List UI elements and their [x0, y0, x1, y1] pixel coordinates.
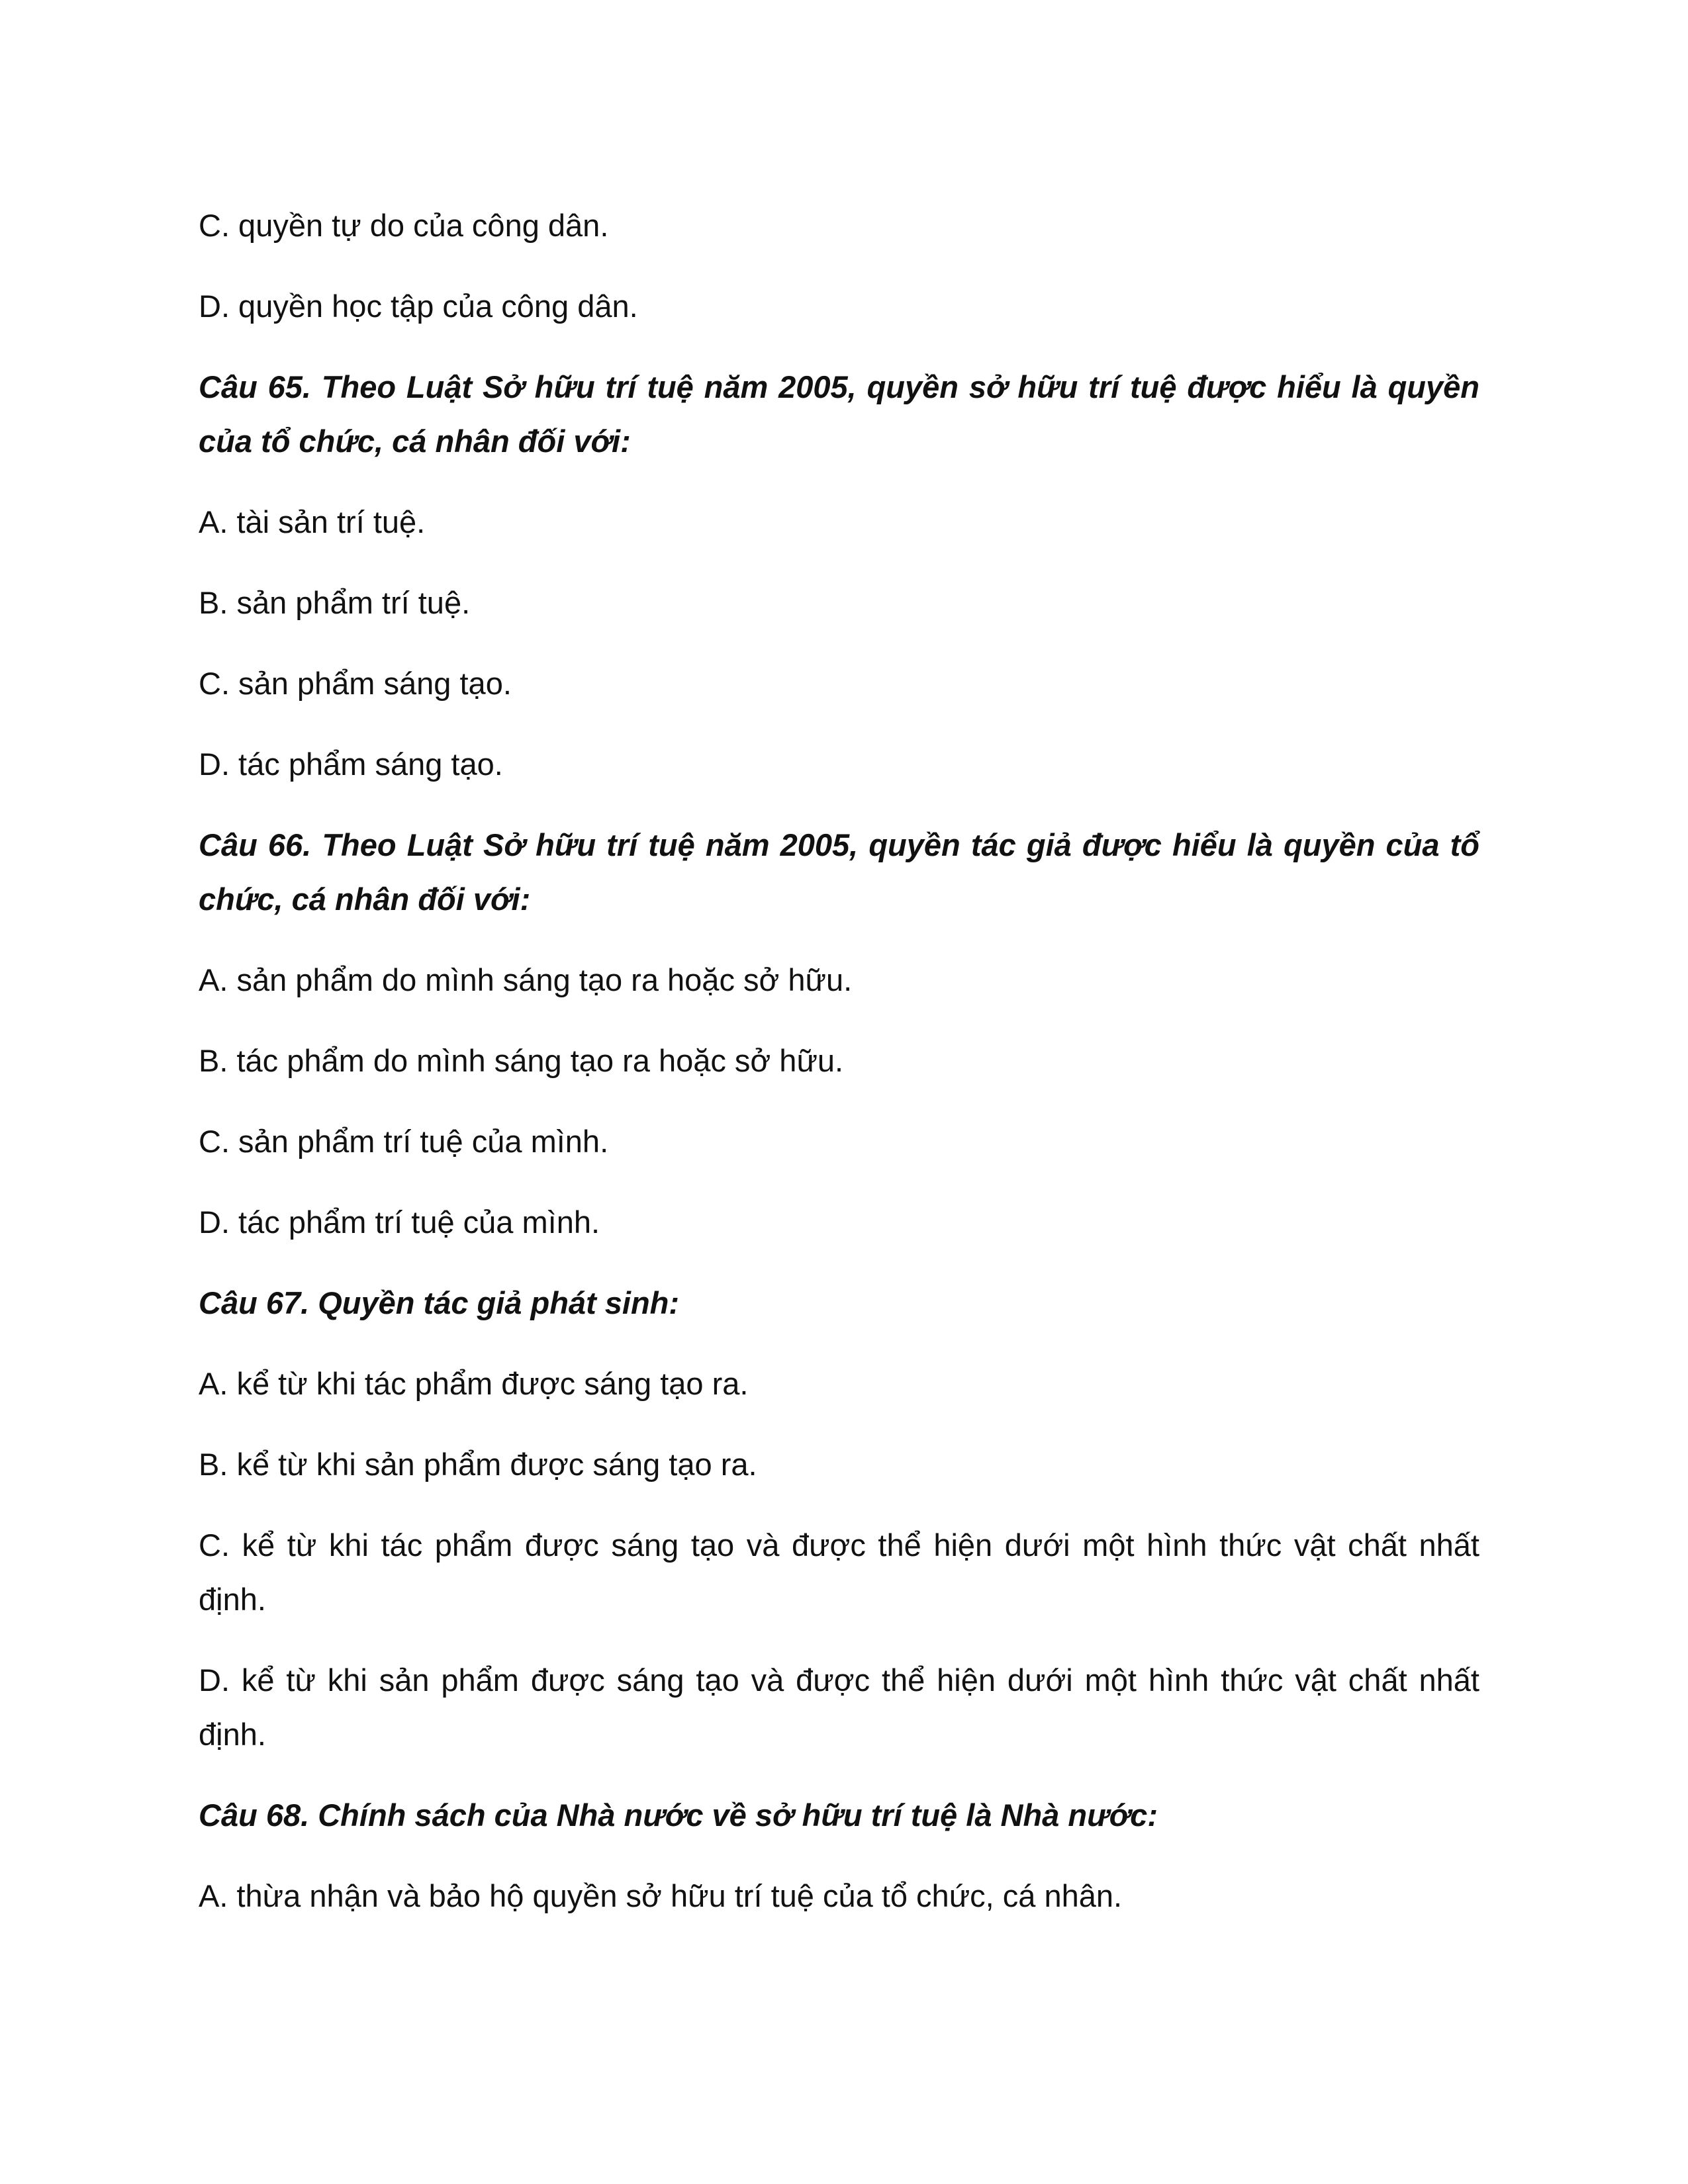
- question-65: Câu 65. Theo Luật Sở hữu trí tuệ năm 2005, quyền sở hữu trí tuệ được hiểu là quyền của tổ chức, cá nhân đối với:: [199, 369, 1479, 459]
- answer-option-65-a: A. tài sản trí tuệ.: [199, 504, 426, 539]
- answer-option-66-d: D. tác phẩm trí tuệ của mình.: [199, 1205, 600, 1240]
- answer-option-64-c: C. quyền tự do của công dân.: [199, 208, 609, 243]
- answer-option-65-d: D. tác phẩm sáng tạo.: [199, 747, 503, 782]
- answer-option-66-b: B. tác phẩm do mình sáng tạo ra hoặc sở hữu.: [199, 1043, 844, 1078]
- answer-option-67-a: A. kể từ khi tác phẩm được sáng tạo ra.: [199, 1366, 749, 1401]
- question-66: Câu 66. Theo Luật Sở hữu trí tuệ năm 2005, quyền tác giả được hiểu là quyền của tổ chức, cá nhân đối với:: [199, 827, 1479, 917]
- answer-option-67-b: B. kể từ khi sản phẩm được sáng tạo ra.: [199, 1447, 757, 1482]
- answer-option-67-d: D. kể từ khi sản phẩm được sáng tạo và được thể hiện dưới một hình thức vật chất nhất định.: [199, 1662, 1479, 1752]
- answer-option-68-a: A. thừa nhận và bảo hộ quyền sở hữu trí tuệ của tổ chức, cá nhân.: [199, 1878, 1123, 1913]
- question-68: Câu 68. Chính sách của Nhà nước về sở hữu trí tuệ là Nhà nước:: [199, 1797, 1158, 1833]
- answer-option-67-c: C. kể từ khi tác phẩm được sáng tạo và được thể hiện dưới một hình thức vật chất nhất định.: [199, 1527, 1479, 1617]
- answer-option-65-b: B. sản phẩm trí tuệ.: [199, 585, 471, 620]
- answer-option-66-a: A. sản phẩm do mình sáng tạo ra hoặc sở hữu.: [199, 962, 853, 997]
- answer-option-65-c: C. sản phẩm sáng tạo.: [199, 666, 512, 701]
- answer-option-66-c: C. sản phẩm trí tuệ của mình.: [199, 1124, 609, 1159]
- answer-option-64-d: D. quyền học tập của công dân.: [199, 289, 638, 324]
- question-67: Câu 67. Quyền tác giả phát sinh:: [199, 1285, 680, 1320]
- document-content: [199, 199, 1479, 1950]
